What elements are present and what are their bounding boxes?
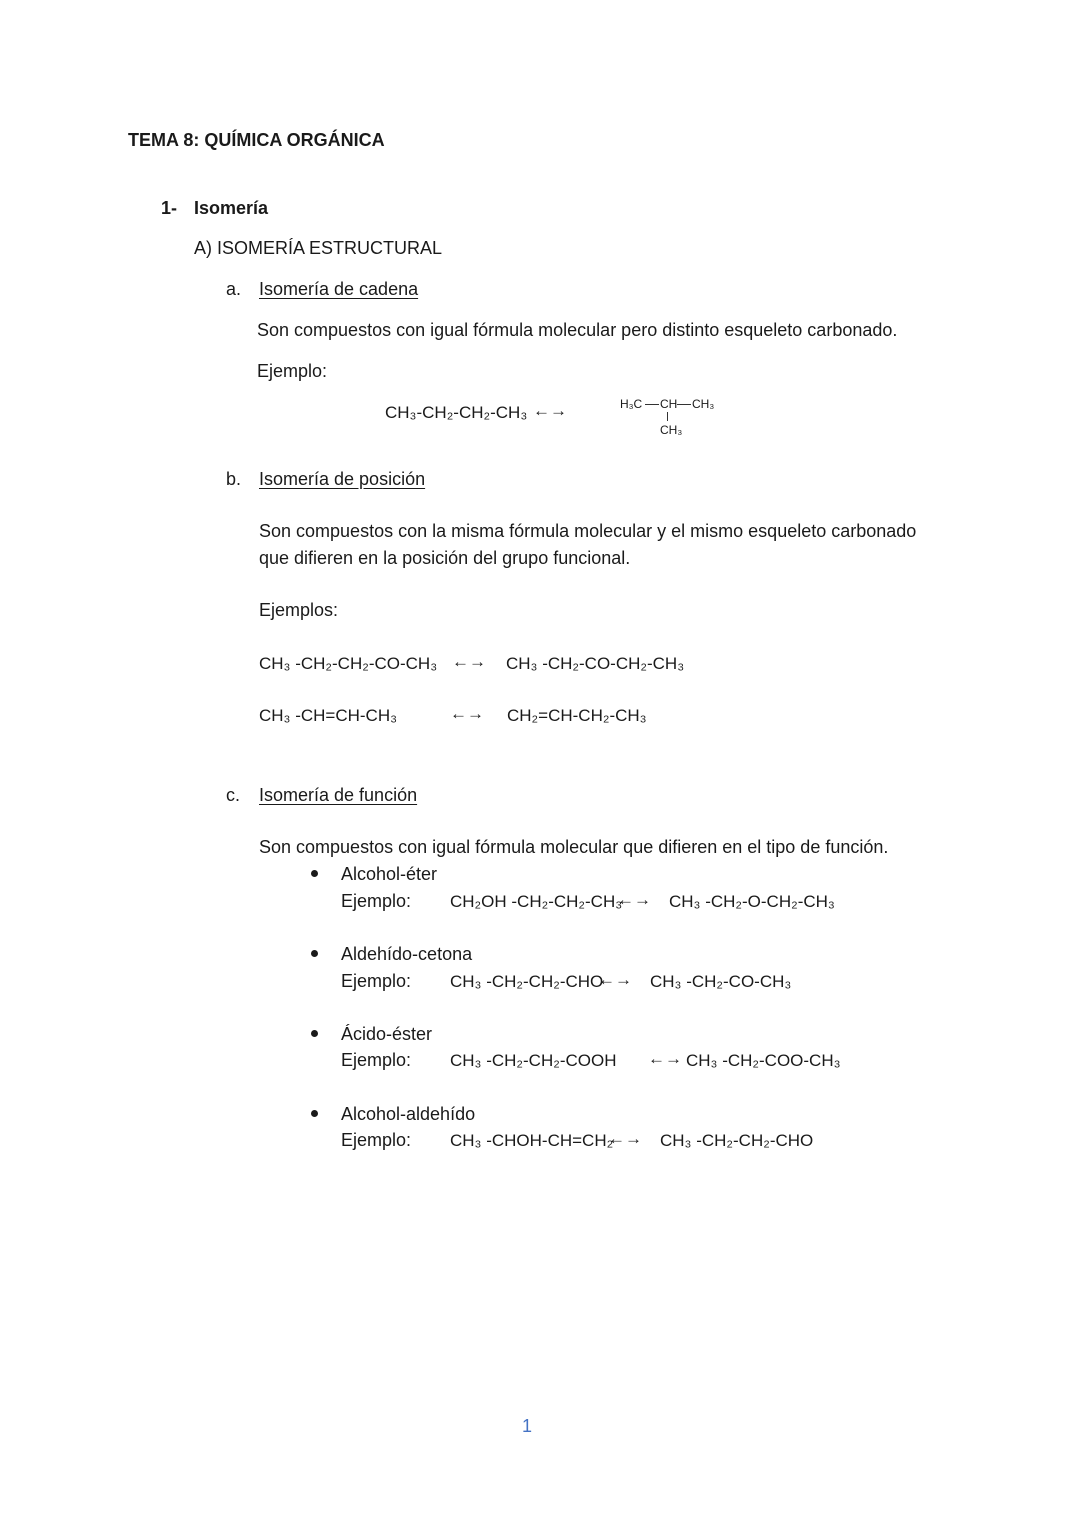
page-number: 1 [522, 1416, 533, 1436]
page-title: TEMA 8: QUÍMICA ORGÁNICA [128, 130, 385, 150]
bullet-icon [311, 1030, 318, 1037]
equilibrium-arrow: ←→ [648, 1049, 682, 1068]
posicion-examples-label: Ejemplos: [259, 600, 339, 620]
funcion-item-3-name: Ácido-éster [341, 1024, 433, 1044]
posicion-heading: Isomería de posición [259, 469, 426, 489]
item-letter-a: a. [226, 279, 242, 299]
funcion-item-2-left: CH₃ -CH₂-CH₂-CHO [450, 972, 604, 991]
funcion-description: Son compuestos con igual fórmula molecular que difieren en el tipo de función. [259, 837, 889, 857]
posicion-example-1-right: CH₃ -CH₂-CO-CH₂-CH₃ [506, 654, 685, 673]
bullet-icon [311, 950, 318, 957]
posicion-example-2-left: CH₃ -CH=CH-CH₃ [259, 706, 398, 725]
funcion-item-2-name: Aldehído-cetona [341, 944, 473, 964]
funcion-item-1-right: CH₃ -CH₂-O-CH₂-CH₃ [669, 892, 835, 911]
bullet-icon [311, 1110, 318, 1117]
posicion-example-2-right: CH₂=CH-CH₂-CH₃ [507, 706, 647, 725]
funcion-item-1-left: CH₂OH -CH₂-CH₂-CH₃ [450, 892, 623, 911]
struct-left: H₃C [620, 397, 643, 411]
funcion-item-3-left: CH₃ -CH₂-CH₂-COOH [450, 1051, 617, 1070]
struct-bond-down [667, 412, 668, 421]
bullet-icon [311, 870, 318, 877]
section-title: Isomería [194, 198, 269, 218]
cadena-example-label: Ejemplo: [257, 361, 328, 381]
equilibrium-arrow: ←→ [533, 401, 567, 420]
funcion-item-2-label: Ejemplo: [341, 971, 412, 991]
funcion-item-3-right: CH₃ -CH₂-COO-CH₃ [686, 1051, 841, 1070]
subsection-title: A) ISOMERÍA ESTRUCTURAL [194, 238, 443, 258]
posicion-description-2: que difieren en la posición del grupo funcional. [259, 548, 631, 568]
cadena-description: Son compuestos con igual fórmula molecular pero distinto esqueleto carbonado. [257, 320, 898, 340]
struct-right: CH₃ [692, 397, 715, 411]
section-number: 1- [161, 198, 178, 218]
funcion-item-2-right: CH₃ -CH₂-CO-CH₃ [650, 972, 792, 991]
funcion-item-4-right: CH₃ -CH₂-CH₂-CHO [660, 1131, 814, 1150]
item-letter-c: c. [226, 785, 241, 805]
funcion-heading: Isomería de función [259, 785, 418, 805]
posicion-example-1-left: CH₃ -CH₂-CH₂-CO-CH₃ [259, 654, 438, 673]
cadena-example-left: CH₃-CH₂-CH₂-CH₃ [385, 403, 528, 422]
funcion-item-1-label: Ejemplo: [341, 891, 412, 911]
funcion-item-4-left: CH₃ -CHOH-CH=CH₂ [450, 1131, 614, 1150]
funcion-item-4-label: Ejemplo: [341, 1130, 412, 1150]
equilibrium-arrow: ←→ [450, 704, 484, 723]
item-letter-b: b. [226, 469, 242, 489]
struct-bottom: CH₃ [660, 423, 683, 437]
equilibrium-arrow: ←→ [617, 890, 651, 909]
funcion-item-4-name: Alcohol-aldehído [341, 1104, 476, 1124]
struct-bond-left [645, 404, 659, 405]
struct-bond-right [677, 404, 691, 405]
posicion-description-1: Son compuestos con la misma fórmula molecular y el mismo esqueleto carbonado [259, 521, 917, 541]
equilibrium-arrow: ←→ [608, 1129, 642, 1148]
equilibrium-arrow: ←→ [598, 970, 632, 989]
funcion-item-3-label: Ejemplo: [341, 1050, 412, 1070]
equilibrium-arrow: ←→ [452, 652, 486, 671]
struct-center: CH [660, 397, 678, 411]
funcion-item-1-name: Alcohol-éter [341, 864, 438, 884]
cadena-heading: Isomería de cadena [259, 279, 419, 299]
